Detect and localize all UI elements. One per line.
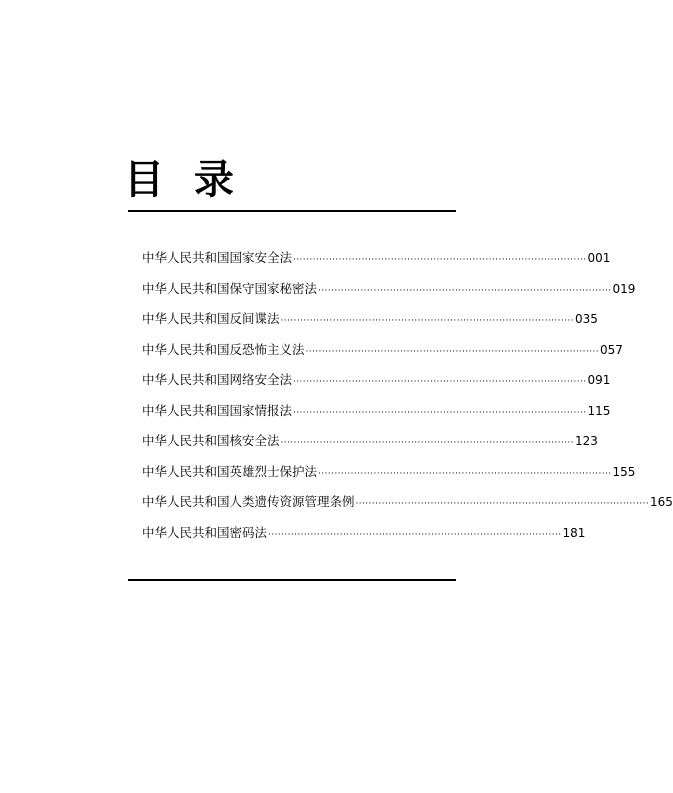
top-divider xyxy=(128,210,456,212)
toc-entry-title: 中华人民共和国网络安全法 xyxy=(142,372,293,387)
dot-leader: ·························································································· xyxy=(293,255,587,265)
toc-entry[interactable] xyxy=(142,277,636,308)
toc-entry-title: 中华人民共和国密码法 xyxy=(142,524,268,540)
toc-entry-page: 115 xyxy=(587,403,611,418)
toc-entry-page: 155 xyxy=(612,464,636,479)
toc-entry-title: 中华人民共和国保守国家秘密法 xyxy=(142,280,318,296)
toc-entry[interactable] xyxy=(142,490,673,521)
toc-entry-title: 中华人民共和国国家情报法 xyxy=(142,402,293,418)
dot-leader: ·························································································· xyxy=(280,316,574,326)
toc-heading: 目 录 xyxy=(124,157,242,203)
toc-entry-page: 123 xyxy=(575,434,598,448)
toc-entry-title: 中华人民共和国人类遗传资源管理条例 xyxy=(142,494,355,509)
dot-leader: ·························································································· xyxy=(293,377,587,387)
dot-leader: ·························································································· xyxy=(318,468,612,479)
dot-leader: ·························································································· xyxy=(305,346,599,357)
toc-entry[interactable] xyxy=(142,307,598,338)
toc-entry[interactable] xyxy=(142,429,598,460)
toc-entry-page: 001 xyxy=(587,251,611,265)
toc-entry-page: 019 xyxy=(612,281,636,296)
dot-leader: ·························································································· xyxy=(355,499,649,509)
toc-list xyxy=(142,246,673,551)
toc-entry-title: 中华人民共和国国家安全法 xyxy=(142,250,293,265)
toc-entry[interactable] xyxy=(142,460,636,491)
dot-leader: ·························································································· xyxy=(268,529,562,540)
toc-entry[interactable] xyxy=(142,338,623,369)
toc-entry-page: 091 xyxy=(587,373,611,387)
toc-entry-title: 中华人民共和国反恐怖主义法 xyxy=(142,341,305,357)
toc-entry-title: 中华人民共和国反间谍法 xyxy=(142,311,280,326)
toc-entry[interactable] xyxy=(142,368,611,399)
toc-entry-page: 035 xyxy=(575,312,598,326)
toc-entry-title: 中华人民共和国英雄烈士保护法 xyxy=(142,463,318,479)
toc-entry-page: 165 xyxy=(650,495,673,509)
toc-entry[interactable] xyxy=(142,521,586,552)
dot-leader: ·························································································· xyxy=(293,407,587,418)
toc-entry-page: 181 xyxy=(562,525,586,540)
dot-leader: ·························································································· xyxy=(280,438,574,448)
toc-entry[interactable] xyxy=(142,246,611,277)
toc-entry-page: 057 xyxy=(600,342,623,357)
toc-entry[interactable] xyxy=(142,399,611,430)
dot-leader: ·························································································· xyxy=(318,285,612,296)
bottom-divider xyxy=(128,579,456,581)
toc-entry-title: 中华人民共和国核安全法 xyxy=(142,433,280,448)
